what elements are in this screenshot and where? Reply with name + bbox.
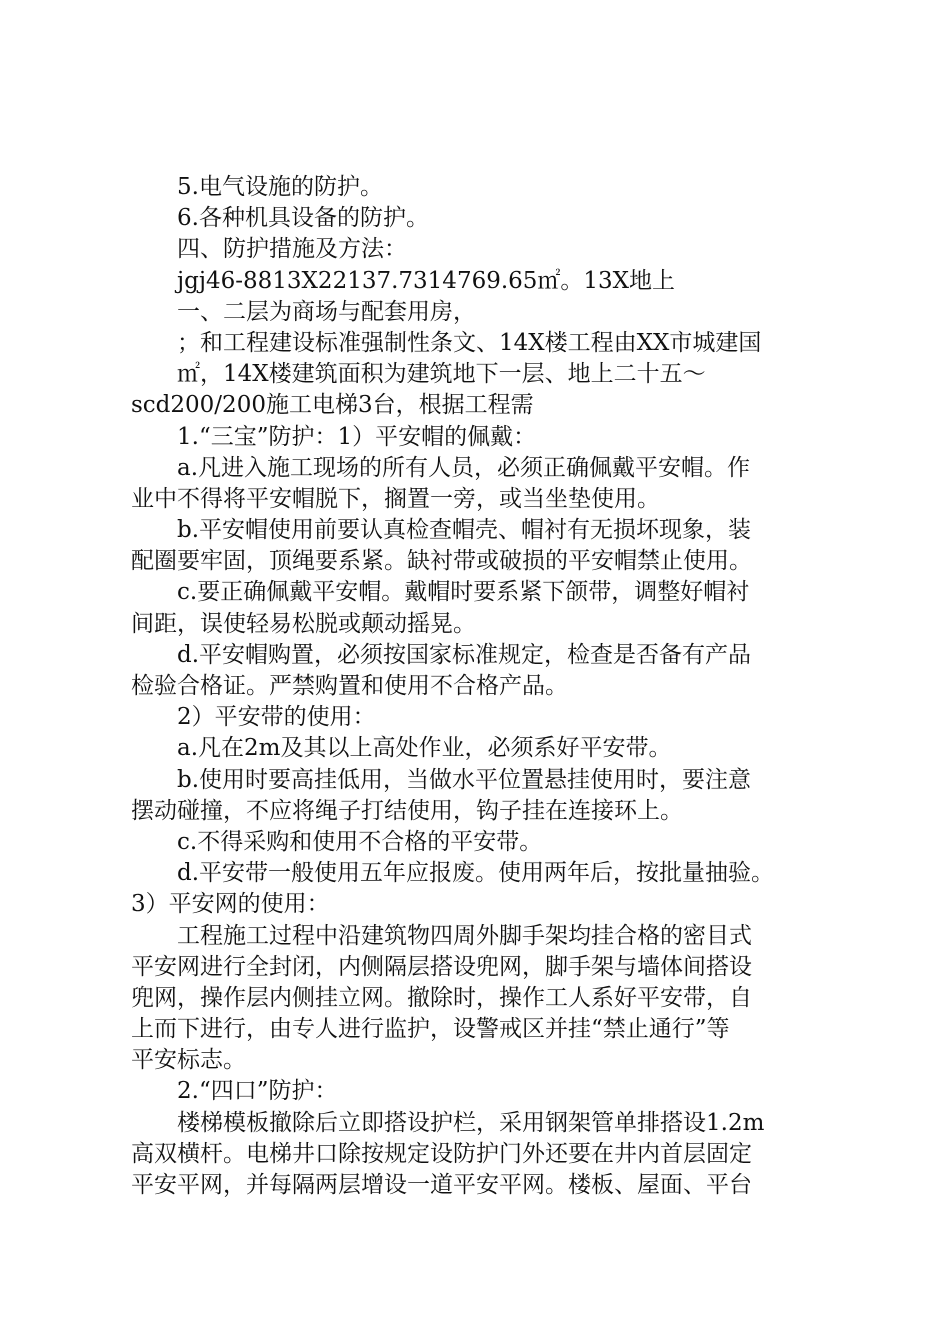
document-line: 上而下进行，由专人进行监护，设警戒区并挂“禁止通行”等	[131, 1016, 730, 1043]
document-line: c.不得采购和使用不合格的平安带。	[177, 828, 543, 855]
document-line: b.使用时要高挂低用，当做水平位置悬挂使用时，要注意	[177, 766, 752, 793]
document-line: c.要正确佩戴平安帽。戴帽时要系紧下颌带，调整好帽衬	[177, 579, 750, 606]
document-line: jgj46-8813X22137.7314769.65㎡。13X地上	[177, 267, 676, 294]
document-line: 2）平安带的使用：	[177, 704, 376, 731]
document-line: a.凡在2m及其以上高处作业，必须系好平安带。	[177, 735, 672, 762]
document-line: 兜网，操作层内侧挂立网。撤除时，操作工人系好平安带，自	[131, 984, 752, 1011]
document-line: 业中不得将平安帽脱下，搁置一旁，或当坐垫使用。	[131, 485, 660, 512]
document-line: b.平安帽使用前要认真检查帽壳、帽衬有无损坏现象，装	[177, 517, 752, 544]
document-line: ；和工程建设标准强制性条文、14X楼工程由XX市城建国	[177, 329, 762, 356]
document-line: 3）平安网的使用：	[131, 891, 330, 918]
document-line: 楼梯模板撤除后立即搭设护栏，采用钢架管单排搭设1.2m	[177, 1109, 765, 1136]
document-line: 四、防护措施及方法：	[177, 236, 407, 263]
document-line: d.平安帽购置，必须按国家标准规定，检查是否备有产品	[177, 641, 752, 668]
document-line: 6.各种机具设备的防护。	[177, 205, 429, 232]
document-line: 5.电气设施的防护。	[177, 174, 383, 200]
document-line: a.凡进入施工现场的所有人员，必须正确佩戴平安帽。作	[177, 454, 751, 481]
document-line: 高双横杆。电梯井口除按规定设防护门外还要在井内首层固定	[131, 1140, 752, 1167]
document-line: ㎡，14X楼建筑面积为建筑地下一层、地上二十五～	[177, 361, 706, 388]
document-line: scd200/200施工电梯3台，根据工程需	[131, 392, 534, 419]
document-line: 检验合格证。严禁购置和使用不合格产品。	[131, 673, 568, 699]
document-line: 摆动碰撞，不应将绳子打结使用，钩子挂在连接环上。	[131, 797, 683, 824]
document-line: 间距，误使轻易松脱或颠动摇晃。	[131, 610, 476, 637]
document-line: 平安网进行全封闭，内侧隔层搭设兜网，脚手架与墙体间搭设	[131, 953, 752, 980]
document-line: 1.“三宝”防护：1）平安帽的佩戴：	[177, 423, 537, 450]
document-line: 工程施工过程中沿建筑物四周外脚手架均挂合格的密目式	[177, 922, 752, 949]
document-line: 一、二层为商场与配套用房，	[177, 298, 476, 325]
document-line: 配圈要牢固，顶绳要系紧。缺衬带或破损的平安帽禁止使用。	[131, 548, 752, 575]
document-body	[131, 172, 831, 1201]
document-line: d.平安带一般使用五年应报废。使用两年后，按批量抽验。	[177, 860, 775, 887]
document-line: 平安标志。	[131, 1047, 246, 1074]
document-line: 2.“四口”防护：	[177, 1078, 338, 1105]
document-line: 平安平网，并每隔两层增设一道平安平网。楼板、屋面、平台	[131, 1172, 752, 1198]
